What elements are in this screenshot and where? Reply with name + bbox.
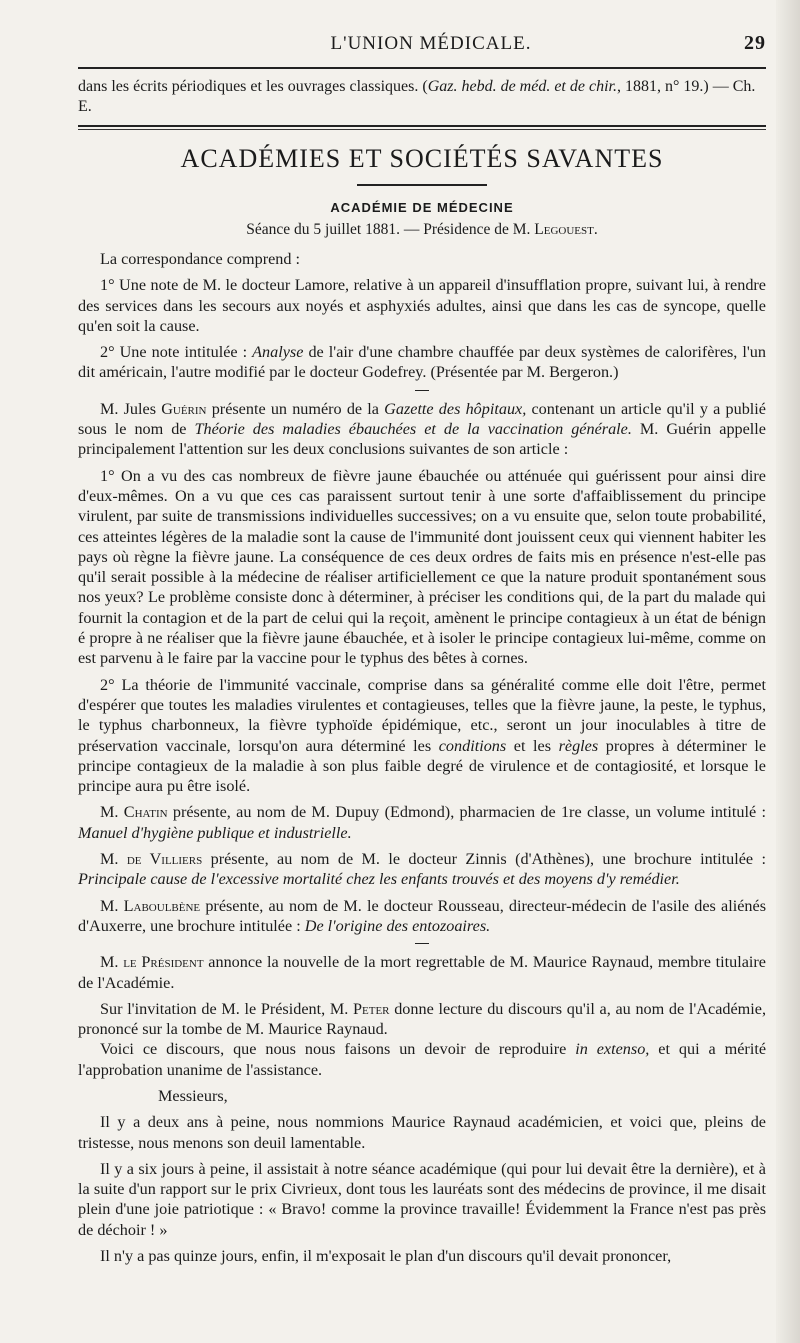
salutation: Messieurs, [158,1086,228,1105]
paragraph: 2° La théorie de l'immunité vaccinale, comprise dans sa généralité comme elle doit l'être, permet d'espérer que toutes les maladies virulentes et contagieuses, telles que la fièvre jaune, la peste, le typhus, le typhus charbonneux, la fièvre typhoïde épidémique, etc., seront un jour inoculables à titre de préservation vaccinale, lorsqu'on aura déterminé les conditions et les règles propres à déterminer le principe contagieux de la maladie à son plus faible degré de virulence et de contagiosité, et lorsque le principe aura pu être isolé. [78,675,766,796]
paragraph: M. Laboulbène présente, au nom de M. le docteur Rousseau, directeur-médecin de l'asile des aliénés d'Auxerre, une brochure intitulée : De l'origine des entozoaires. [78,896,766,935]
journal-title: L'UNION MÉDICALE. [330,33,532,54]
session-line: Séance du 5 juillet 1881. — Présidence de M. Legouest. [246,221,598,238]
paragraph: M. Chatin présente, au nom de M. Dupuy (Edmond), pharmacien de 1re classe, un volume intitulé : Manuel d'hygiène publique et industrielle. [78,803,766,842]
paragraph: La correspondance comprend : [100,250,301,268]
paragraph: 1° Une note de M. le docteur Lamore, relative à un appareil d'insufflation propre, suivant lui, à rendre des services dans les secours aux noyés et asphyxiés adultes, ainsi que dans les cas de syncope, quelle qu'en soit la cause. [78,276,766,335]
section-subtitle: ACADÉMIE DE MÉDECINE [330,200,514,215]
paragraph: M. de Villiers présente, au nom de M. le docteur Zinnis (d'Athènes), une brochure intitulée : Principale cause de l'excessive mortalité chez les enfants trouvés et des moyens d'y remédier. [78,850,767,889]
paragraph: Il n'y a pas quinze jours, enfin, il m'exposait le plan d'un discours qu'il devait prononcer, [100,1247,672,1266]
paragraph: 2° Une note intitulée : Analyse de l'air d'une chambre chauffée par deux systèmes de calorifères, l'un dit américain, l'autre modifié par le docteur Godefrey. (Présentée par M. Bergeron.) [78,343,766,382]
section-title: ACADÉMIES ET SOCIÉTÉS SAVANTES [180,144,664,173]
section-rule-top [78,125,766,127]
paragraph: M. Jules Guérin présente un numéro de la Gazette des hôpitaux, contenant un article qu'il y a publié sous le nom de Théorie des maladies ébauchées et de la vaccination générale. M. Guérin appelle principalement l'attention sur les deux conclusions suivantes de son article : [78,399,766,459]
page-number: 29 [744,32,766,54]
paragraph: Sur l'invitation de M. le Président, M. Peter donne lecture du discours qu'il a, au nom de l'Académie, prononcé sur la tombe de M. Maurice Raynaud. [78,999,766,1039]
president-name: Legouest. [534,221,598,238]
paragraph: M. le Président annonce la nouvelle de la mort regrettable de M. Maurice Raynaud, membre titulaire de l'Académie. [78,953,766,992]
separator-dash [415,943,429,944]
title-ornament-rule [357,184,487,186]
paragraph: Voici ce discours, que nous nous faisons un devoir de reproduire in extenso, et qui a mérité l'approbation unanime de l'assistance. [78,1040,766,1079]
paragraph: 1° On a vu des cas nombreux de fièvre jaune ébauchée ou atténuée qui guérissent pour ainsi dire d'eux-mêmes. On a vu que ces cas paraissent surtout tenir à une sorte d'affaiblissement du principe virulent, par suite de transmissions individuelles successives; on a vu ensuite que, selon toute probabilité, ces atteintes légères de la maladie sont la cause de l'immunité dont jouissent ceux qui viennent habiter les pays où règne la fièvre jaune. La conséquence de ces deux ordres de faits mis en présence n'est-elle pas qu'il serait possible à la médecine de réaliser artificiellement ce que la nature produit spontanément sous nos yeux? Le problème consiste donc à déterminer, à préciser les conditions qui, de la part du malade qui fournit la contagion et de la part de celui qui la reçoit, amènent le principe contagieux à un état de bénign é propre à ne réaliser que la fièvre jaune ébauchée, et à isoler le principe contagieux lui-même, comme on est parvenu à le faire par la vaccine pour le typhus des bêtes à cornes. [78,466,766,668]
running-head [78,32,766,55]
header-rule [78,67,766,69]
paragraph: Il y a deux ans à peine, nous nommions Maurice Raynaud académicien, et voici que, pleins de tristesse, nous menons son deuil lamentable. [78,1113,766,1152]
section-rule-bottom [78,129,766,130]
separator-dash [415,390,429,391]
citation: Gaz. hebd. de méd. et de chir. [427,78,617,95]
paragraph: Il y a six jours à peine, il assistait à notre séance académique (qui pour lui devait être la dernière), et à la suite d'un rapport sur le prix Civrieux, dont tous les lauréats sont des médecins de province, il me disait plein d'une joie patriotique : « Bravo! comme la province travaille! Évidemment la France n'est pas près de déchoir ! » [78,1159,766,1239]
carryover-paragraph: dans les écrits périodiques et les ouvrages classiques. (Gaz. hebd. de méd. et de chir., 1881, n° 19.) — Ch. E. [78,78,756,115]
facing-page-edge [776,0,800,1343]
